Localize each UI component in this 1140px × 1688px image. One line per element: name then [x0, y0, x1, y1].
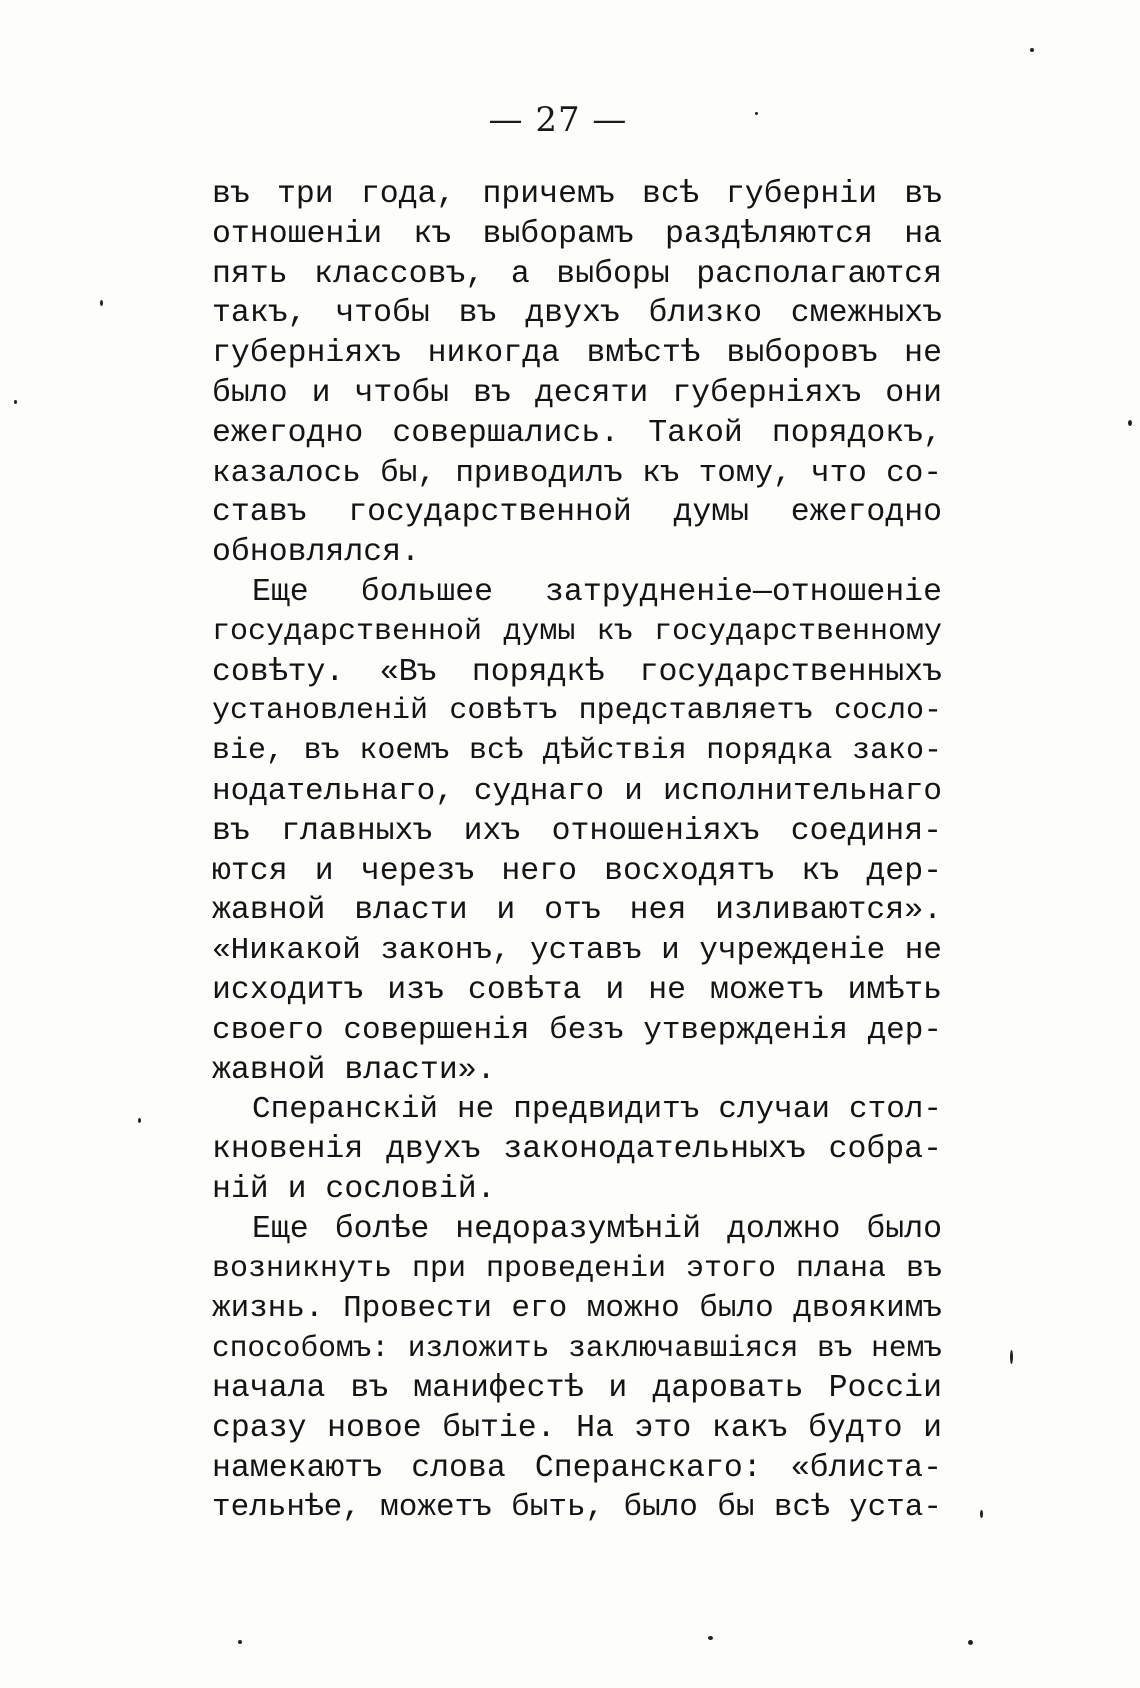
- text-line: жавной власти».: [212, 1052, 496, 1088]
- scan-speck: [755, 112, 758, 115]
- text-line: Еще большее затрудненіе—отношеніе: [252, 574, 942, 610]
- page-number: — 27 —: [488, 100, 628, 140]
- text-line: въ три года, причемъ всѣ губерніи въ: [212, 177, 942, 212]
- scan-speck: [708, 1636, 713, 1640]
- text-line: Еще болѣе недоразумѣній должно было: [252, 1211, 942, 1247]
- text-line: ній и сословій.: [212, 1171, 496, 1207]
- text-line: нодательнаго, суднаго и исполнительнаго: [212, 773, 942, 809]
- scan-speck: [968, 1640, 973, 1645]
- scan-speck: [1030, 48, 1034, 52]
- text-line: віе, въ коемъ всѣ дѣйствія порядка зако-: [212, 734, 942, 769]
- text-line: намекаютъ слова Сперанскаго: «блиста-: [212, 1450, 942, 1486]
- text-line: своего совершенія безъ утвержденія дер-: [212, 1012, 942, 1048]
- text-line: ются и черезъ него восходятъ къ дер-: [212, 853, 942, 889]
- text-line: губерніяхъ никогда вмѣстѣ выборовъ не: [212, 336, 942, 372]
- text-line: отношеніи къ выборамъ раздѣляются на: [212, 216, 942, 252]
- scan-speck: [138, 1118, 141, 1123]
- text-line: тельнѣе, можетъ быть, было бы всѣ уста-: [212, 1490, 942, 1526]
- text-line: ежегодно совершались. Такой порядокъ,: [212, 415, 942, 451]
- scan-speck: [980, 1510, 983, 1518]
- text-line: Сперанскій не предвидитъ случаи стол-: [252, 1092, 942, 1128]
- text-line: въ главныхъ ихъ отношеніяхъ соединя-: [212, 813, 942, 849]
- text-line: «Никакой законъ, уставъ и учрежденіе не: [212, 933, 942, 969]
- text-line: сразу новое бытіе. На это какъ будто и: [212, 1410, 942, 1446]
- scan-speck: [100, 300, 103, 306]
- text-line: пять классовъ, а выборы располагаются: [212, 256, 942, 292]
- text-line: начала въ манифестѣ и даровать Россіи: [212, 1370, 942, 1406]
- text-line: исходитъ изъ совѣта и не можетъ имѣть: [212, 972, 942, 1008]
- text-line: было и чтобы въ десяти губерніяхъ они: [212, 375, 942, 411]
- text-line: ставъ государственной думы ежегодно: [212, 495, 942, 531]
- text-line: кновенія двухъ законодательныхъ собра-: [212, 1132, 942, 1168]
- body-text: [212, 175, 942, 1528]
- scan-speck: [14, 400, 17, 404]
- text-line: способомъ: изложить заключавшіяся въ немъ: [212, 1331, 942, 1366]
- text-line: жизнь. Провести его можно было двоякимъ: [212, 1291, 942, 1327]
- text-line: государственной думы къ государственному: [212, 614, 942, 649]
- text-line: возникнуть при проведеніи этого плана въ: [212, 1251, 942, 1286]
- text-line: совѣту. «Въ порядкѣ государственныхъ: [212, 654, 942, 690]
- text-line: жавной власти и отъ нея изливаются».: [212, 893, 942, 929]
- text-line: казалось бы, приводилъ къ тому, что со-: [212, 455, 942, 491]
- scan-speck: [1010, 1350, 1013, 1364]
- text-line: обновлялся.: [212, 535, 420, 571]
- scan-speck: [238, 1640, 242, 1644]
- text-line: такъ, чтобы въ двухъ близко смежныхъ: [212, 296, 942, 332]
- text-line: установленій совѣтъ представляетъ сосло-: [212, 694, 942, 729]
- scan-speck: [1128, 420, 1132, 426]
